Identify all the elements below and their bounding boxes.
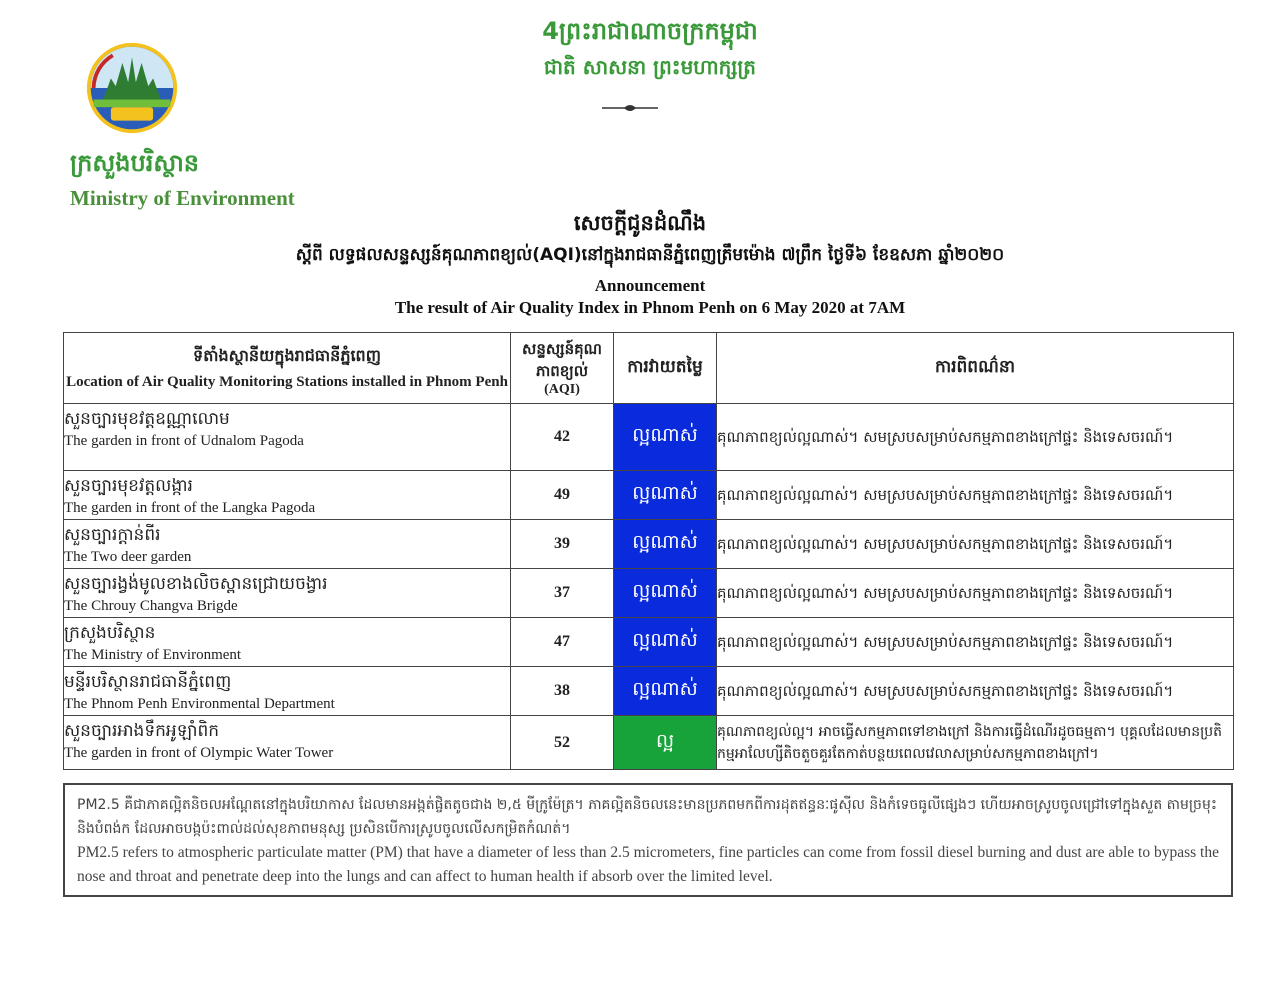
remark-text: គុណភាពខ្យល់ល្អណាស់។ សមស្របសម្រាប់សកម្មភាពខាងក្រៅផ្ទះ និងទេសចរណ៍។ bbox=[717, 569, 1234, 618]
evaluation-badge: ល្អ bbox=[614, 716, 717, 770]
aqi-value: 37 bbox=[511, 569, 614, 618]
evaluation-badge: ល្អណាស់ bbox=[614, 618, 717, 667]
evaluation-header bbox=[614, 333, 717, 404]
ministry-emblem-icon bbox=[84, 40, 180, 136]
location-cell bbox=[64, 520, 511, 569]
remark-text: គុណភាពខ្យល់ល្អណាស់។ សមស្របសម្រាប់សកម្មភាពខាងក្រៅផ្ទះ និងទេសចរណ៍។ bbox=[717, 471, 1234, 520]
location-header-kh: ទីតាំងស្ថានីយក្នុងរាជធានីភ្នំពេញ bbox=[193, 346, 381, 365]
table-row bbox=[64, 618, 1234, 667]
decorative-divider-icon bbox=[600, 102, 660, 114]
aqi-header bbox=[511, 333, 614, 404]
remark-text: គុណភាពខ្យល់ល្អណាស់។ សមស្របសម្រាប់សកម្មភាពខាងក្រៅផ្ទះ និងទេសចរណ៍។ bbox=[717, 404, 1234, 471]
kingdom-title: 4ព្រះរាជាណាចក្រកម្ពុជា bbox=[542, 17, 758, 45]
aqi-header-en: (AQI) bbox=[544, 382, 580, 397]
remark-text: គុណភាពខ្យល់ល្អណាស់។ សមស្របសម្រាប់សកម្មភាពខាងក្រៅផ្ទះ និងទេសចរណ៍។ bbox=[717, 520, 1234, 569]
ministry-name-en: Ministry of Environment bbox=[70, 186, 295, 210]
remark-header-kh: ការពិពណ៌នា bbox=[934, 356, 1016, 377]
aqi-value: 47 bbox=[511, 618, 614, 667]
evaluation-badge: ល្អណាស់ bbox=[614, 569, 717, 618]
remark-text: គុណភាពខ្យល់ល្អណាស់។ សមស្របសម្រាប់សកម្មភាពខាងក្រៅផ្ទះ និងទេសចរណ៍។ bbox=[717, 667, 1234, 716]
remark-text: គុណភាពខ្យល់ល្អណាស់។ សមស្របសម្រាប់សកម្មភាពខាងក្រៅផ្ទះ និងទេសចរណ៍។ bbox=[717, 618, 1234, 667]
pm25-note-kh: PM2.5 គឺជាភាគល្អិតនិចលអណ្តែតនៅក្នុងបរិយាកាស ដែលមានអង្កត់ផ្ចិតតូចជាង ២,៥ មីក្រូម៉ែត្រ។ ភាគល្អិតនិចលនេះមានប្រភពមកពីការដុតឥន្ធនៈផូស៊ីល និងកំទេចធូលីផ្សេងៗ ហើយអាចស្រូបចូលជ្រៅទៅក្នុងសួត តាមច្រមុះ និងបំពង់ក ដែលអាចបង្កប៉ះពាល់ដល់សុខភាពមនុស្ស ប្រសិនបើការស្រូបចូលលើសកម្រិតកំណត់។ bbox=[77, 797, 1217, 837]
location-kh: ក្រសួងបរិស្ថាន bbox=[64, 623, 156, 643]
location-cell bbox=[64, 471, 511, 520]
evaluation-badge: ល្អណាស់ bbox=[614, 404, 717, 471]
location-cell bbox=[64, 618, 511, 667]
location-cell bbox=[64, 716, 511, 770]
location-en: The garden in front of the Langka Pagoda bbox=[64, 500, 316, 516]
table-row bbox=[64, 716, 1234, 770]
location-en: The garden in front of Udnalom Pagoda bbox=[64, 433, 304, 449]
location-kh: សួនច្បារមុខវត្តលង្ការ bbox=[64, 476, 193, 496]
location-kh: សួនច្បារក្តាន់ពីរ bbox=[64, 525, 161, 545]
location-header-en: Location of Air Quality Monitoring Stations installed in Phnom Penh bbox=[66, 374, 508, 390]
announcement-title-en: Announcement bbox=[594, 276, 706, 295]
table-header-row bbox=[64, 333, 1234, 404]
aqi-value: 38 bbox=[511, 667, 614, 716]
pm25-note bbox=[63, 783, 1233, 897]
kingdom-motto: ជាតិ សាសនា ព្រះមហាក្សត្រ bbox=[544, 55, 756, 79]
aqi-value: 42 bbox=[511, 404, 614, 471]
evaluation-badge: ល្អណាស់ bbox=[614, 520, 717, 569]
location-en: The Ministry of Environment bbox=[64, 647, 242, 663]
aqi-header-kh: សន្ទស្សន៍គុណភាពខ្យល់ bbox=[522, 340, 602, 380]
location-header bbox=[64, 333, 511, 404]
location-en: The Two deer garden bbox=[64, 549, 192, 565]
aqi-value: 49 bbox=[511, 471, 614, 520]
location-cell bbox=[64, 569, 511, 618]
location-kh: សួនច្បារមុខវត្តឧណ្ណាលោម bbox=[64, 409, 230, 429]
ministry-name-kh: ក្រសួងបរិស្ថាន bbox=[70, 149, 200, 177]
location-cell bbox=[64, 667, 511, 716]
evaluation-header-kh: ការវាយតម្លៃ bbox=[627, 356, 703, 377]
location-en: The Phnom Penh Environmental Department bbox=[64, 696, 335, 712]
location-kh: សួនច្បារអាងទឹកអូឡាំពិក bbox=[64, 721, 220, 741]
aqi-value: 52 bbox=[511, 716, 614, 770]
table-row bbox=[64, 569, 1234, 618]
location-en: The Chrouy Changva Brigde bbox=[64, 598, 238, 614]
table-row bbox=[64, 404, 1234, 471]
table-row bbox=[64, 667, 1234, 716]
location-kh: សួនច្បារង្វង់មូលខាងលិចស្ពានជ្រោយចង្វារ bbox=[64, 574, 328, 594]
evaluation-badge: ល្អណាស់ bbox=[614, 667, 717, 716]
remark-text: គុណភាពខ្យល់ល្អ។ អាចធ្វើសកម្មភាពទៅខាងក្រៅ និងការធ្វើដំណើរដូចធម្មតា។ បុគ្គលដែលមានប្រតិកម្មអាលែហ្សីតិចតួចគួរតែកាត់បន្ថយពេលវេលាសម្រាប់សកម្មភាពខាងក្រៅ។ bbox=[717, 716, 1234, 770]
evaluation-badge: ល្អណាស់ bbox=[614, 471, 717, 520]
pm25-note-en: PM2.5 refers to atmospheric particulate matter (PM) that have a diameter of less than 2.5 micrometers, fine particles can come from fossil diesel burning and dust are able to bypass the nose and throat and penetrate deep into the lungs and can affect to human health if absorb over the limited level. bbox=[77, 844, 1219, 885]
announcement-title-kh: សេចក្តីជូនដំណឹង bbox=[573, 211, 707, 235]
announcement-subject-en: The result of Air Quality Index in Phnom Penh on 6 May 2020 at 7AM bbox=[394, 298, 906, 317]
announcement-subject-kh: ស្តីពី លទ្ធផលសន្ទស្សន៍គុណភាពខ្យល់(AQI)នៅក្នុងរាជធានីភ្នំពេញត្រឹមម៉ោង ៧ព្រឹក ថ្ងៃទី៦ ខែឧសភា ឆ្នាំ២០២០ bbox=[295, 245, 1005, 265]
table-row bbox=[64, 520, 1234, 569]
location-cell bbox=[64, 404, 511, 471]
aqi-table bbox=[63, 332, 1234, 770]
location-kh: មន្ទីរបរិស្ថានរាជធានីភ្នំពេញ bbox=[64, 672, 232, 692]
location-en: The garden in front of Olympic Water Tower bbox=[64, 745, 334, 761]
table-row bbox=[64, 471, 1234, 520]
aqi-value: 39 bbox=[511, 520, 614, 569]
remark-header bbox=[717, 333, 1234, 404]
